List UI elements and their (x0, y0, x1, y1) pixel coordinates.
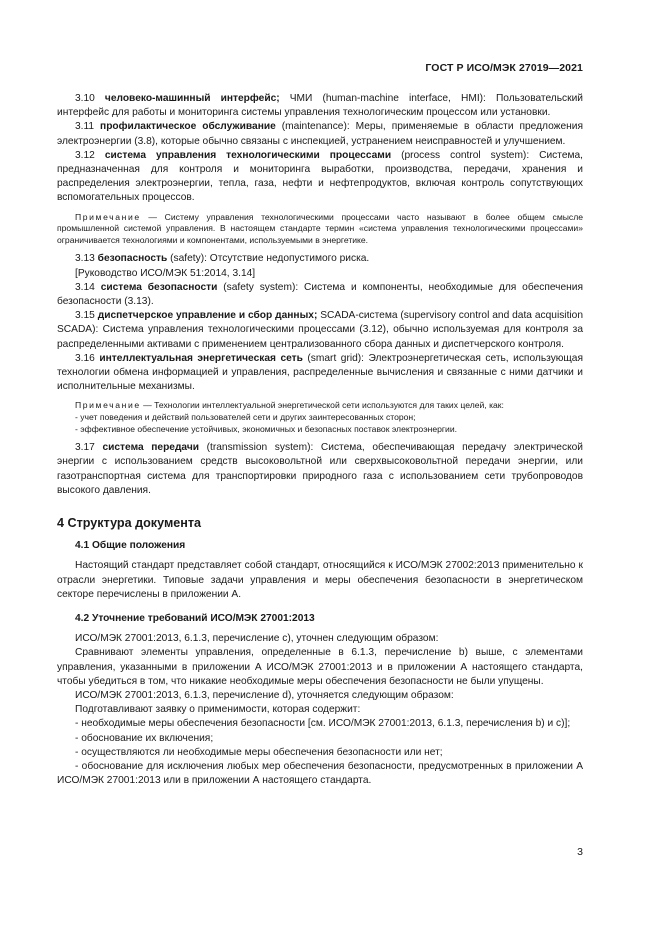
definition-reference: [Руководство ИСО/МЭК 51:2014, 3.14] (75, 267, 256, 279)
definition-3-13 (57, 252, 583, 266)
document-header: ГОСТ Р ИСО/МЭК 27019—2021 (425, 62, 583, 74)
term: профилактическое обслуживание (100, 121, 276, 133)
term: человеко-машинный интерфейс; (104, 93, 280, 104)
page-number: 3 (577, 846, 583, 858)
note-label: Примечание (75, 211, 141, 222)
definition-text: (safety): Отсутствие недопустимого риска. (167, 253, 370, 265)
page-body (57, 92, 583, 788)
list-item: - осуществляются ли необходимые меры обеспечения безопасности или нет; (75, 746, 443, 758)
definition-3-15 (57, 309, 583, 352)
definition-text: (smart grid): Электроэнергетическая сеть, использующая технологии обмена информацией и управления, распределенные вычисления и связанные с ними датчики и исполнительные механизмы. (57, 352, 583, 393)
clause-number: 3.15 (75, 310, 95, 322)
term: система управления технологическими процессами (104, 149, 392, 161)
definition-text: SCADA-система (supervisory control and data acquisition SCADA): Система управления технологическими процессами (3.12), обычно используемая для контроля за распределенными активами с применением централизованного сбора данных и диспетчерского контроля. (57, 310, 583, 350)
term: система передачи (102, 442, 200, 454)
paragraph: Сравнивают элементы управления, определенные в 6.1.3, перечисление b) выше, с элементами управления, указанными в приложении А ИСО/МЭК 27001:2013 и в приложении А настоящего стандарта, чтобы убедиться в том, что никакие необходимые меры обеспечения безопасности не были упущены. (57, 647, 583, 687)
section-heading: 4 Структура документа (57, 516, 202, 531)
definition-3-12 (57, 149, 583, 206)
clause-number: 3.17 (75, 442, 95, 454)
definition-3-14 (57, 281, 583, 309)
paragraph: ИСО/МЭК 27001:2013, 6.1.3, перечисление с), уточнен следующим образом: (75, 633, 439, 645)
clause-number: 3.16 (75, 352, 95, 364)
paragraph: Настоящий стандарт представляет собой стандарт, относящийся к ИСО/МЭК 27002:2013 применительно к отрасли энергетики. Типовые задачи управления и меры обеспечения безопасности в энергетическом секторе перечислены в приложении А. (57, 560, 583, 600)
definition-text: (safety system): Система и компоненты, необходимые для обеспечения безопасности (3.13). (57, 281, 583, 308)
note-list-item: - учет поведения и действий пользователей сети и других заинтересованных сторон; (75, 412, 416, 423)
definition-text: (maintenance): Меры, применяемые в области предложения электроэнергии (3.8), которые обычно связаны с инспекцией, устранением неисправностей и улучшением. (57, 121, 583, 147)
list-item: - обоснование их включения; (75, 732, 214, 744)
clause-number: 3.11 (75, 121, 95, 133)
definition-text: (transmission system): Система, обеспечивающая передачу электрической энергии с использованием средств высоковольтной или сверхвысоковольтной передачи энергии, или газотранспортная система для транспортировки природного газа с использованием сети трубопроводов высокого давления. (57, 442, 583, 496)
clause-number: 3.12 (75, 149, 95, 161)
list-item: - обоснование для исключения любых мер обеспечения безопасности, предусмотренных в приложении А ИСО/МЭК 27001:2013 или в приложении А настоящего стандарта. (57, 761, 583, 787)
note-3-12 (57, 212, 583, 247)
definition-3-11 (57, 120, 583, 148)
paragraph: Подготавливают заявку о применимости, которая содержит: (75, 704, 361, 716)
term: интеллектуальная энергетическая сеть (99, 352, 303, 364)
subsection-heading: 4.2 Уточнение требований ИСО/МЭК 27001:2013 (75, 613, 315, 625)
definition-text: (process control system): Система, предназначенная для контроля и мониторинга выработки, производства, передачи, хранения и распределения электроэнергии, тепла, газа, нефти и нефтепродуктов, включая контроль сопутствующих вспомогательных процессов. (57, 149, 583, 204)
note-text: — Технологии интеллектуальной энергетической сети используются для таких целей, как: (140, 400, 504, 411)
definition-3-17 (57, 441, 583, 498)
paragraph: ИСО/МЭК 27001:2013, 6.1.3, перечисление d), уточняется следующим образом: (75, 690, 454, 702)
list-item: - необходимые меры обеспечения безопасности [см. ИСО/МЭК 27001:2013, 6.1.3, перечисления b) и c)]; (75, 718, 571, 730)
note-3-16 (57, 400, 583, 412)
term: система безопасности (100, 281, 218, 293)
note-list-item: - эффективное обеспечение устойчивых, экономичных и безопасных поставок электроэнергии. (75, 423, 458, 434)
clause-number: 3.13 (75, 253, 95, 265)
definition-3-10 (57, 92, 583, 120)
clause-number: 3.10 (75, 93, 95, 104)
clause-number: 3.14 (75, 281, 95, 293)
note-label: Примечание (75, 400, 141, 411)
term: безопасность (97, 253, 168, 265)
note-text: — Систему управления технологическими процессами часто называют в более общем смысле промышленной системой управления. В настоящем стандарте термин «система управления технологическими процессами» ограничивается технологиями и компонентами, используемыми в энергетике. (57, 211, 583, 245)
definition-text: ЧМИ (human-machine interface, HMI): Пользовательский интерфейс для работы и мониторинга системы управления технологическим процессом или установки. (57, 93, 583, 119)
subsection-heading: 4.1 Общие положения (75, 540, 186, 552)
term: диспетчерское управление и сбор данных; (97, 310, 318, 322)
definition-3-16 (57, 352, 583, 395)
